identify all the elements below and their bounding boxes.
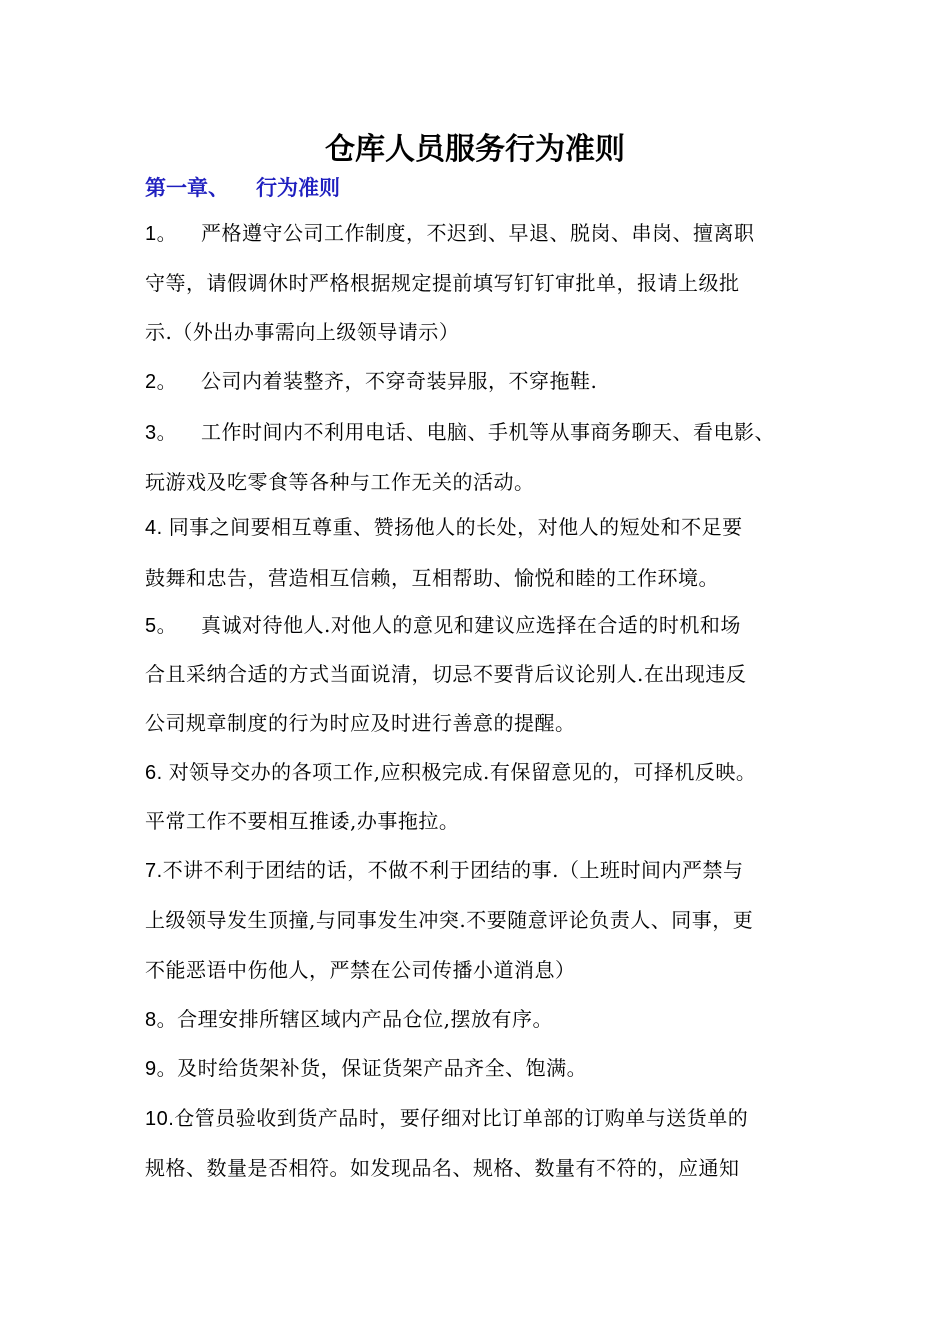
item-7-line-2: 上级领导发生顶撞,与同事发生冲突.不要随意评论负责人、同事，更 [145, 908, 754, 932]
item-3-line-1 [145, 417, 825, 448]
item-1-text: 严格遵守公司工作制度，不迟到、早退、脱岗、串岗、擅离职 [201, 221, 755, 245]
item-3-text: 工作时间内不利用电话、电脑、手机等从事商务聊天、看电影、 [201, 420, 775, 444]
document-title: 仓库人员服务行为准则 [325, 132, 625, 167]
item-4-text: 同事之间要相互尊重、赞扬他人的长处，对他人的短处和不足要 [168, 515, 743, 539]
item-6-line-1 [145, 757, 825, 788]
item-7-number: 7. [145, 860, 163, 882]
item-1-line-3: 示.（外出办事需向上级领导请示） [145, 320, 460, 344]
item-7-text: 不讲不利于团结的话，不做不利于团结的事.（上班时间内严禁与 [162, 858, 744, 882]
item-9-text: 及时给货架补货，保证货架产品齐全、饱满。 [177, 1056, 588, 1080]
item-9-number: 9。 [145, 1058, 178, 1080]
item-2-number: 2。 [145, 371, 178, 393]
chapter-heading [145, 173, 340, 203]
item-7-line-1 [145, 855, 825, 886]
item-8-line-1 [145, 1004, 825, 1035]
item-6-text: 对领导交办的各项工作,应积极完成.有保留意见的，可择机反映。 [168, 760, 757, 784]
item-5-number: 5。 [145, 615, 178, 637]
item-8-text: 合理安排所辖区域内产品仓位,摆放有序。 [177, 1007, 553, 1031]
item-4-number: 4. [145, 517, 163, 539]
item-8-number: 8。 [145, 1009, 178, 1031]
item-5-line-2: 合且采纳合适的方式当面说清，切忌不要背后议论别人.在出现违反 [145, 662, 747, 686]
item-2-line-1 [145, 366, 825, 397]
item-1-number: 1。 [145, 223, 178, 245]
item-2-text: 公司内着装整齐，不穿奇装异服，不穿拖鞋. [201, 369, 598, 393]
item-7-line-3: 不能恶语中伤他人，严禁在公司传播小道消息） [145, 958, 576, 982]
item-5-text: 真诚对待他人.对他人的意见和建议应选择在合适的时机和场 [201, 613, 741, 637]
item-3-number: 3。 [145, 422, 178, 444]
chapter-name: 行为准则 [256, 176, 340, 200]
item-3-line-2: 玩游戏及吃零食等各种与工作无关的活动。 [145, 470, 535, 494]
chapter-number: 第一章、 [145, 176, 229, 200]
item-1-line-1 [145, 218, 825, 249]
item-6-line-2: 平常工作不要相互推诿,办事拖拉。 [145, 809, 460, 833]
item-5-line-3: 公司规章制度的行为时应及时进行善意的提醒。 [145, 711, 576, 735]
item-6-number: 6. [145, 762, 163, 784]
item-9-line-1 [145, 1053, 825, 1084]
item-10-number: 10. [145, 1108, 175, 1130]
item-1-line-2: 守等，请假调休时严格根据规定提前填写钉钉审批单，报请上级批 [145, 271, 740, 295]
item-4-line-2: 鼓舞和忠告，营造相互信赖，互相帮助、愉悦和睦的工作环境。 [145, 566, 719, 590]
item-4-line-1 [145, 512, 825, 543]
item-10-line-2: 规格、数量是否相符。如发现品名、规格、数量有不符的，应通知 [145, 1156, 740, 1180]
item-10-text: 仓管员验收到货产品时，要仔细对比订单部的订购单与送货单的 [174, 1106, 749, 1130]
item-5-line-1 [145, 610, 825, 641]
item-10-line-1 [145, 1103, 825, 1134]
